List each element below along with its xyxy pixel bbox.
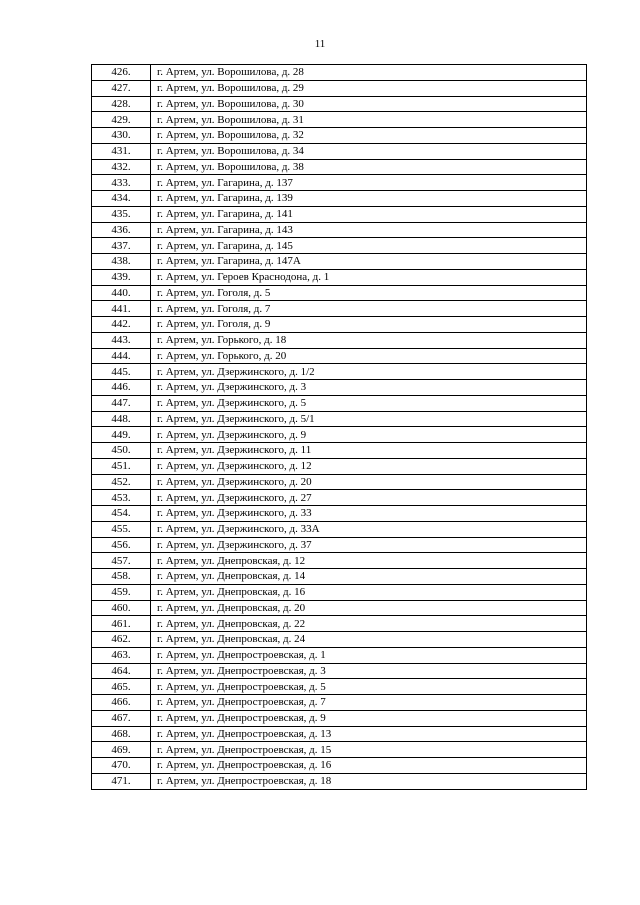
row-number: 455. — [92, 521, 151, 537]
row-address: г. Артем, ул. Дзержинского, д. 11 — [151, 443, 587, 459]
row-number: 438. — [92, 254, 151, 270]
row-address: г. Артем, ул. Ворошилова, д. 28 — [151, 65, 587, 81]
table-row — [92, 600, 587, 616]
row-address: г. Артем, ул. Днепростроевская, д. 15 — [151, 742, 587, 758]
row-address: г. Артем, ул. Дзержинского, д. 33 — [151, 506, 587, 522]
row-number: 444. — [92, 348, 151, 364]
row-address: г. Артем, ул. Днепровская, д. 24 — [151, 632, 587, 648]
row-address: г. Артем, ул. Ворошилова, д. 29 — [151, 80, 587, 96]
table-row — [92, 65, 587, 81]
row-address: г. Артем, ул. Дзержинского, д. 33А — [151, 521, 587, 537]
row-address: г. Артем, ул. Ворошилова, д. 34 — [151, 143, 587, 159]
row-address: г. Артем, ул. Горького, д. 18 — [151, 332, 587, 348]
row-address: г. Артем, ул. Гагарина, д. 147А — [151, 254, 587, 270]
row-address: г. Артем, ул. Ворошилова, д. 38 — [151, 159, 587, 175]
row-number: 431. — [92, 143, 151, 159]
table-row — [92, 301, 587, 317]
row-address: г. Артем, ул. Гагарина, д. 137 — [151, 175, 587, 191]
table-row — [92, 317, 587, 333]
row-address: г. Артем, ул. Днепростроевская, д. 7 — [151, 695, 587, 711]
row-number: 441. — [92, 301, 151, 317]
table-row — [92, 726, 587, 742]
row-number: 448. — [92, 411, 151, 427]
table-row — [92, 411, 587, 427]
row-number: 440. — [92, 285, 151, 301]
row-address: г. Артем, ул. Дзержинского, д. 27 — [151, 490, 587, 506]
row-address: г. Артем, ул. Гоголя, д. 7 — [151, 301, 587, 317]
row-number: 465. — [92, 679, 151, 695]
row-address: г. Артем, ул. Днепровская, д. 20 — [151, 600, 587, 616]
table-row — [92, 269, 587, 285]
row-number: 450. — [92, 443, 151, 459]
row-address: г. Артем, ул. Гоголя, д. 9 — [151, 317, 587, 333]
table-row — [92, 96, 587, 112]
table-row — [92, 112, 587, 128]
table-row — [92, 427, 587, 443]
row-number: 457. — [92, 553, 151, 569]
row-address: г. Артем, ул. Днепростроевская, д. 13 — [151, 726, 587, 742]
row-address: г. Артем, ул. Днепровская, д. 12 — [151, 553, 587, 569]
row-number: 447. — [92, 395, 151, 411]
table-row — [92, 191, 587, 207]
table-row — [92, 332, 587, 348]
row-number: 435. — [92, 206, 151, 222]
table-row — [92, 679, 587, 695]
table-row — [92, 380, 587, 396]
row-address: г. Артем, ул. Дзержинского, д. 3 — [151, 380, 587, 396]
address-table-body — [92, 65, 587, 790]
page-number: 11 — [314, 38, 326, 50]
row-address: г. Артем, ул. Днепровская, д. 22 — [151, 616, 587, 632]
table-row — [92, 128, 587, 144]
table-row — [92, 616, 587, 632]
row-address: г. Артем, ул. Дзержинского, д. 9 — [151, 427, 587, 443]
table-row — [92, 143, 587, 159]
table-row — [92, 80, 587, 96]
row-number: 443. — [92, 332, 151, 348]
row-address: г. Артем, ул. Героев Краснодона, д. 1 — [151, 269, 587, 285]
row-number: 458. — [92, 569, 151, 585]
table-row — [92, 647, 587, 663]
row-address: г. Артем, ул. Дзержинского, д. 12 — [151, 458, 587, 474]
row-address: г. Артем, ул. Днепростроевская, д. 18 — [151, 773, 587, 789]
table-row — [92, 773, 587, 789]
row-number: 426. — [92, 65, 151, 81]
table-row — [92, 569, 587, 585]
table-row — [92, 175, 587, 191]
row-address: г. Артем, ул. Дзержинского, д. 1/2 — [151, 364, 587, 380]
row-number: 451. — [92, 458, 151, 474]
row-number: 437. — [92, 238, 151, 254]
table-row — [92, 474, 587, 490]
row-address: г. Артем, ул. Днепровская, д. 16 — [151, 584, 587, 600]
row-number: 434. — [92, 191, 151, 207]
row-address: г. Артем, ул. Гоголя, д. 5 — [151, 285, 587, 301]
table-row — [92, 285, 587, 301]
row-address: г. Артем, ул. Ворошилова, д. 30 — [151, 96, 587, 112]
row-address: г. Артем, ул. Ворошилова, д. 32 — [151, 128, 587, 144]
row-number: 446. — [92, 380, 151, 396]
row-address: г. Артем, ул. Ворошилова, д. 31 — [151, 112, 587, 128]
row-address: г. Артем, ул. Днепростроевская, д. 3 — [151, 663, 587, 679]
table-row — [92, 695, 587, 711]
row-address: г. Артем, ул. Днепростроевская, д. 1 — [151, 647, 587, 663]
row-number: 430. — [92, 128, 151, 144]
row-number: 445. — [92, 364, 151, 380]
row-number: 471. — [92, 773, 151, 789]
row-address: г. Артем, ул. Дзержинского, д. 5 — [151, 395, 587, 411]
row-address: г. Артем, ул. Гагарина, д. 139 — [151, 191, 587, 207]
table-row — [92, 395, 587, 411]
row-number: 464. — [92, 663, 151, 679]
row-number: 468. — [92, 726, 151, 742]
row-number: 433. — [92, 175, 151, 191]
table-row — [92, 348, 587, 364]
table-row — [92, 364, 587, 380]
row-number: 449. — [92, 427, 151, 443]
table-row — [92, 553, 587, 569]
row-address: г. Артем, ул. Горького, д. 20 — [151, 348, 587, 364]
table-row — [92, 506, 587, 522]
row-number: 428. — [92, 96, 151, 112]
table-row — [92, 537, 587, 553]
row-number: 432. — [92, 159, 151, 175]
row-number: 429. — [92, 112, 151, 128]
row-number: 459. — [92, 584, 151, 600]
table-row — [92, 632, 587, 648]
row-number: 467. — [92, 710, 151, 726]
table-row — [92, 443, 587, 459]
table-row — [92, 584, 587, 600]
table-row — [92, 663, 587, 679]
table-row — [92, 238, 587, 254]
row-address: г. Артем, ул. Дзержинского, д. 37 — [151, 537, 587, 553]
table-row — [92, 758, 587, 774]
row-number: 452. — [92, 474, 151, 490]
row-number: 469. — [92, 742, 151, 758]
row-number: 461. — [92, 616, 151, 632]
row-address: г. Артем, ул. Днепростроевская, д. 16 — [151, 758, 587, 774]
row-address: г. Артем, ул. Гагарина, д. 145 — [151, 238, 587, 254]
row-address: г. Артем, ул. Дзержинского, д. 5/1 — [151, 411, 587, 427]
row-address: г. Артем, ул. Гагарина, д. 143 — [151, 222, 587, 238]
table-row — [92, 159, 587, 175]
table-row — [92, 222, 587, 238]
row-address: г. Артем, ул. Днепростроевская, д. 9 — [151, 710, 587, 726]
row-number: 466. — [92, 695, 151, 711]
row-address: г. Артем, ул. Дзержинского, д. 20 — [151, 474, 587, 490]
table-row — [92, 458, 587, 474]
row-number: 453. — [92, 490, 151, 506]
table-row — [92, 742, 587, 758]
row-number: 436. — [92, 222, 151, 238]
row-number: 460. — [92, 600, 151, 616]
table-row — [92, 490, 587, 506]
row-number: 470. — [92, 758, 151, 774]
table-row — [92, 710, 587, 726]
row-number: 439. — [92, 269, 151, 285]
table-row — [92, 254, 587, 270]
row-number: 454. — [92, 506, 151, 522]
row-number: 442. — [92, 317, 151, 333]
table-row — [92, 206, 587, 222]
table-row — [92, 521, 587, 537]
row-number: 462. — [92, 632, 151, 648]
address-table — [91, 64, 587, 790]
row-address: г. Артем, ул. Днепровская, д. 14 — [151, 569, 587, 585]
row-number: 463. — [92, 647, 151, 663]
row-address: г. Артем, ул. Гагарина, д. 141 — [151, 206, 587, 222]
row-number: 427. — [92, 80, 151, 96]
row-number: 456. — [92, 537, 151, 553]
row-address: г. Артем, ул. Днепростроевская, д. 5 — [151, 679, 587, 695]
